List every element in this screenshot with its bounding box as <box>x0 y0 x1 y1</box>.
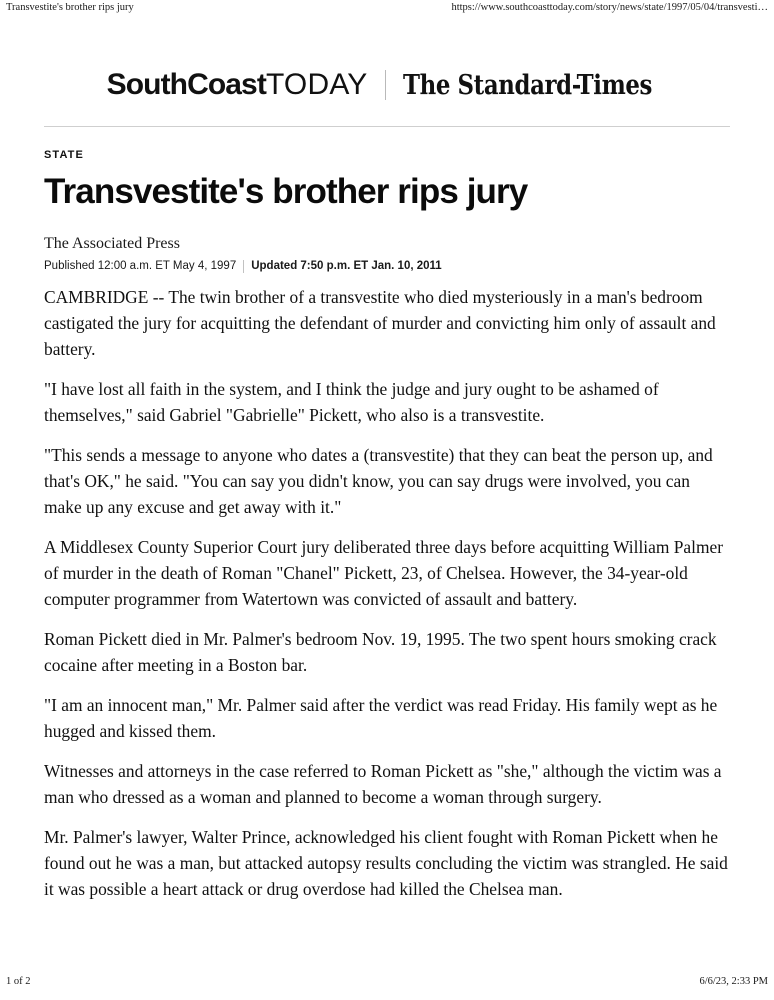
published-timestamp: Published 12:00 a.m. ET May 4, 1997 <box>44 260 237 273</box>
print-header-url: https://www.southcoasttoday.com/story/news/state/1997/05/04/transvesti… <box>451 2 768 13</box>
article-page <box>44 0 730 916</box>
logo-bold-text: SouthCoast <box>106 68 266 101</box>
print-header-document-title: Transvestite's brother rips jury <box>6 2 134 13</box>
updated-timestamp: Updated 7:50 p.m. ET Jan. 10, 2011 <box>251 260 442 273</box>
page-title: Transvestite's brother rips jury <box>44 172 528 211</box>
article-paragraph: "I am an innocent man," Mr. Palmer said after the verdict was read Friday. His family wept as he hugged and kissed them. <box>44 694 718 741</box>
article-body <box>44 284 730 902</box>
article-paragraph: "This sends a message to anyone who dates a (transvestite) that they can beat the person up, and that's OK," he said. "You can say you didn't know, you can say drugs were involved, you can make up any excuse and get away with it." <box>44 444 713 517</box>
article-paragraph: A Middlesex County Superior Court jury deliberated three days before acquitting William Palmer of murder in the death of Roman "Chanel" Pickett, 23, of Chelsea. However, the 34-year-old computer programmer from Watertown was convicted of assault and battery. <box>44 536 723 609</box>
article-paragraph: "I have lost all faith in the system, and I think the judge and jury ought to be ashamed of themselves," said Gabriel "Gabrielle" Pickett, who also is a transvestite. <box>44 378 659 425</box>
article-paragraph: Roman Pickett died in Mr. Palmer's bedroom Nov. 19, 1995. The two spent hours smoking crack cocaine after meeting in a Boston bar. <box>44 628 717 675</box>
print-footer-page-number: 1 of 2 <box>6 976 31 987</box>
southcoast-today-logo[interactable] <box>107 70 368 100</box>
masthead-divider <box>385 70 386 100</box>
print-footer <box>0 976 774 987</box>
site-masthead <box>44 62 730 108</box>
standard-times-logo[interactable]: The Standard-Times <box>402 69 652 101</box>
dateline-separator <box>243 260 244 273</box>
section-kicker[interactable]: STATE <box>44 149 84 161</box>
print-footer-timestamp: 6/6/23, 2:33 PM <box>699 976 768 987</box>
article-paragraph: CAMBRIDGE -- The twin brother of a transvestite who died mysteriously in a man's bedroom castigated the jury for acquitting the defendant of murder and convicting him only of assault and battery. <box>44 286 716 359</box>
masthead-logo[interactable] <box>107 70 668 100</box>
article-paragraph: Mr. Palmer's lawyer, Walter Prince, acknowledged his client fought with Roman Pickett when he found out he was a man, but attacked autopsy results concluding the victim was strangled. He said it was possible a heart attack or drug overdose had killed the Chelsea man. <box>44 826 728 899</box>
byline-author: The Associated Press <box>44 234 180 252</box>
dateline <box>44 260 730 273</box>
masthead-horizontal-rule <box>44 126 730 127</box>
article-paragraph: Witnesses and attorneys in the case referred to Roman Pickett as "she," although the victim was a man who dressed as a woman and planned to become a woman through surgery. <box>44 760 722 807</box>
logo-light-text: TODAY <box>265 68 368 101</box>
